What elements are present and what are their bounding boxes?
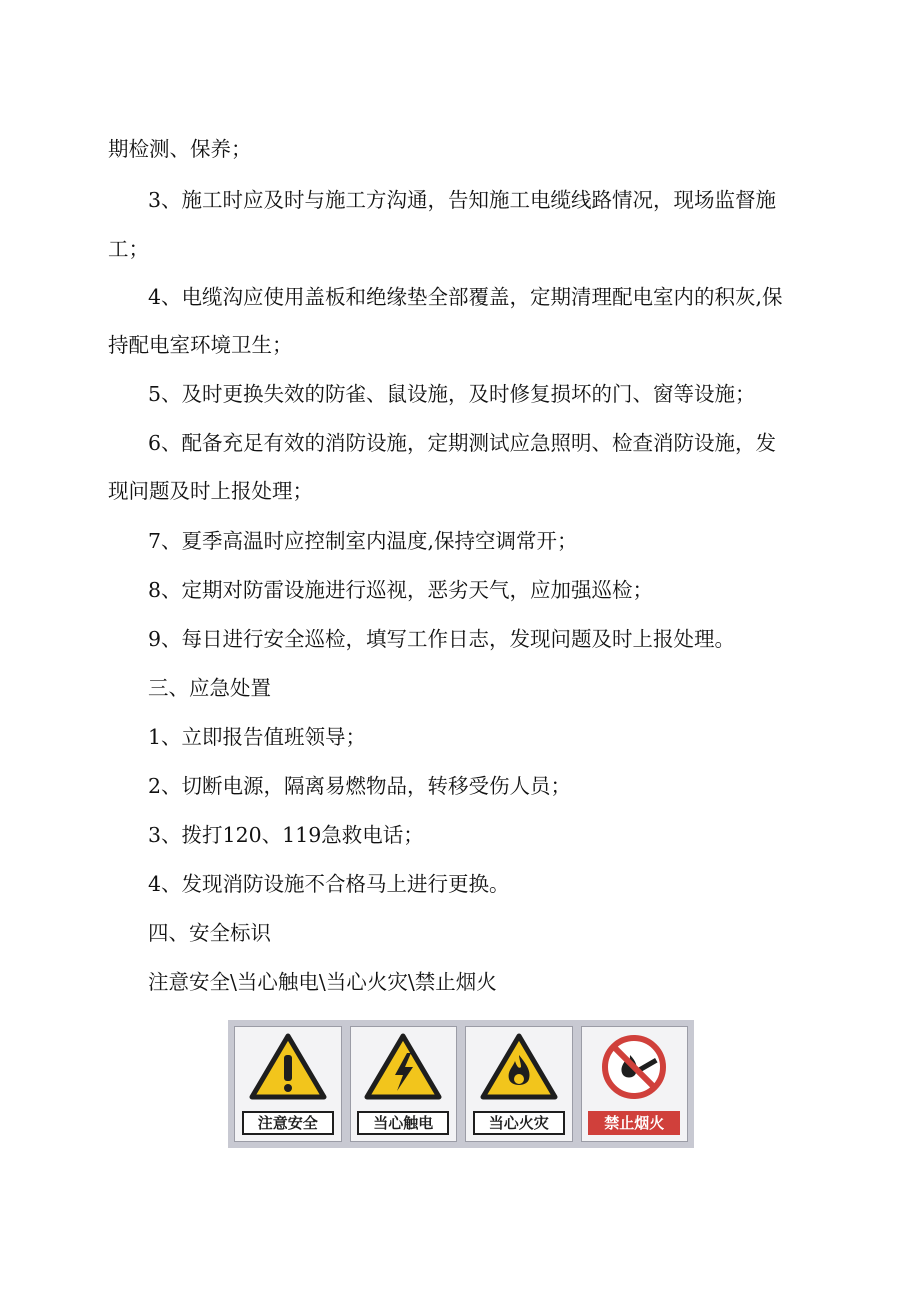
text-line: 3、施工时应及时与施工方沟通，告知施工电缆线路情况，现场监督施: [148, 188, 777, 212]
text-line: 工；: [108, 237, 149, 261]
text-line: 4、发现消防设施不合格马上进行更换。: [148, 872, 510, 896]
sign-label: 注意安全: [242, 1111, 334, 1135]
text-line: 2、切断电源，隔离易燃物品，转移受伤人员；: [148, 774, 572, 798]
section-heading: 三、应急处置: [148, 676, 271, 700]
electric-shock-warning-icon: [363, 1031, 443, 1101]
text-line: 7、夏季高温时应控制室内温度,保持空调常开；: [148, 529, 578, 553]
text-line: 4、电缆沟应使用盖板和绝缘垫全部覆盖，定期清理配电室内的积灰,保: [148, 285, 783, 309]
exclamation-warning-icon: [248, 1031, 328, 1101]
sign-caution-electric: [350, 1026, 458, 1142]
text-line: 期检测、保养；: [108, 137, 252, 161]
text-line: 持配电室环境卫生；: [108, 333, 293, 357]
text-line: 现问题及时上报处理；: [108, 479, 313, 503]
sign-label: 禁止烟火: [588, 1111, 680, 1135]
text-line: 6、配备充足有效的消防设施，定期测试应急照明、检查消防设施，发: [148, 431, 777, 455]
sign-caution-safety: [234, 1026, 342, 1142]
sign-caution-fire: [465, 1026, 573, 1142]
text-line: 8、定期对防雷设施进行巡视，恶劣天气，应加强巡检；: [148, 578, 654, 602]
sign-no-fire: [581, 1026, 689, 1142]
text-line: 3、拨打120、119急救电话；: [148, 823, 424, 847]
safety-signs-image: [228, 1020, 694, 1148]
text-line: 1、立即报告值班领导；: [148, 725, 367, 749]
text-line: 5、及时更换失效的防雀、鼠设施，及时修复损坏的门、窗等设施；: [148, 382, 756, 406]
section-heading: 四、安全标识: [148, 921, 271, 945]
text-line: 9、每日进行安全巡检，填写工作日志，发现问题及时上报处理。: [148, 627, 736, 651]
no-smoking-icon: [594, 1031, 674, 1101]
fire-warning-icon: [479, 1031, 559, 1101]
sign-label: 当心火灾: [473, 1111, 565, 1135]
sign-label: 当心触电: [357, 1111, 449, 1135]
signs-caption: 注意安全\当心触电\当心火灾\禁止烟火: [148, 970, 497, 994]
